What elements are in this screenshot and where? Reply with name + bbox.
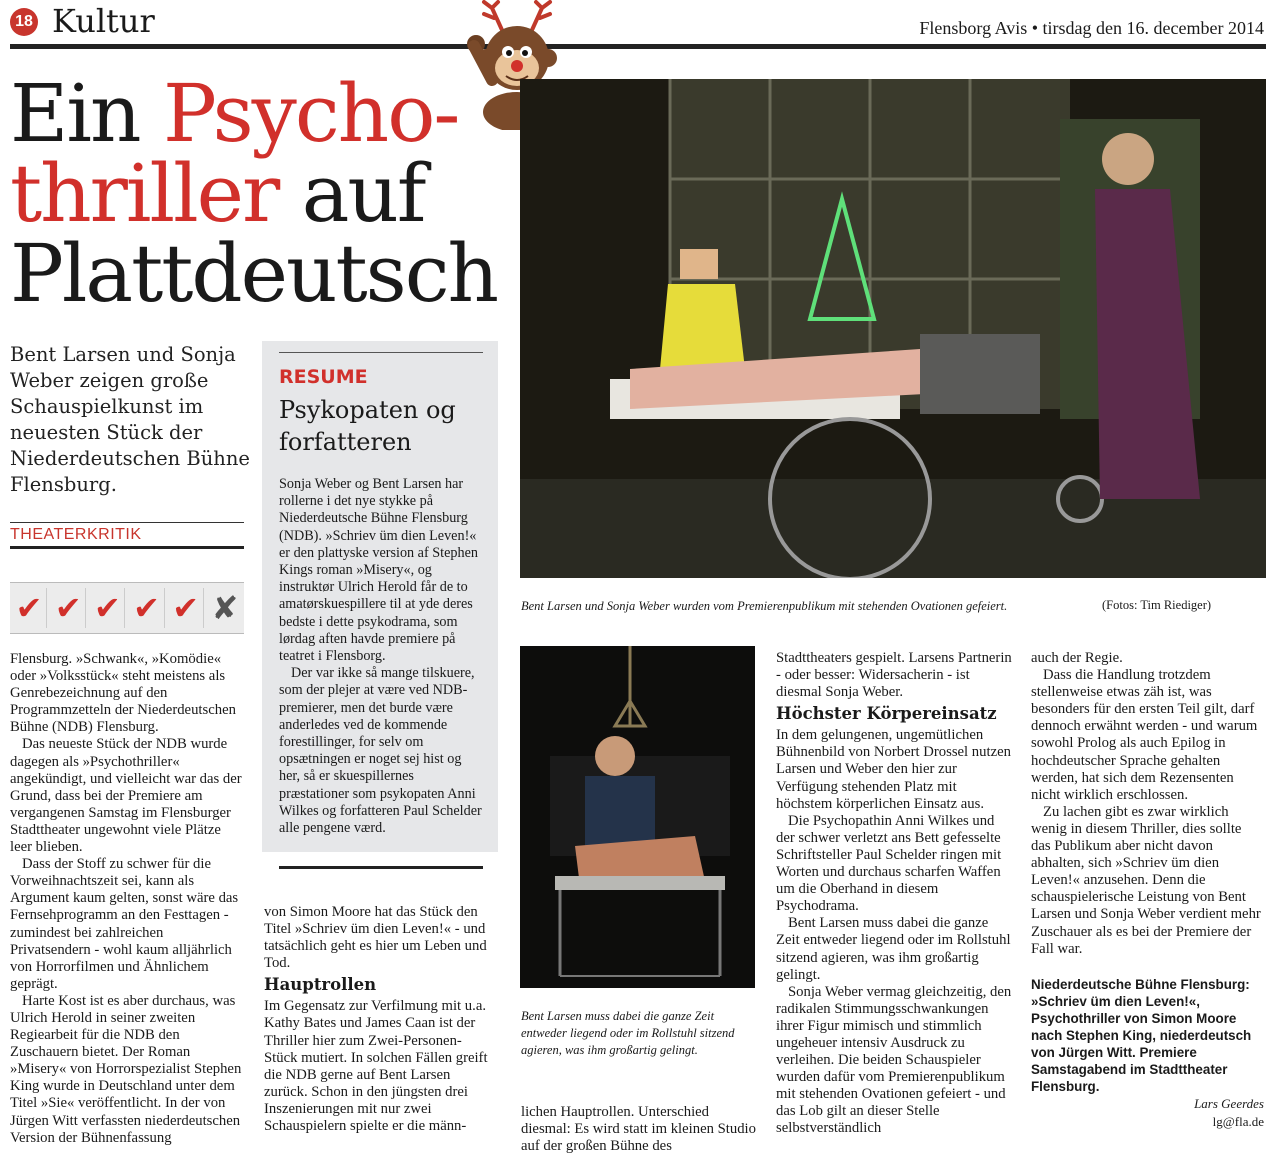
headline-line2-black: auf [278,147,425,240]
subheading-koerpereinsatz: Höchster Körpereinsatz [776,704,997,724]
cross-icon: ✘ [211,589,239,627]
paragraph: Flensburg. »Schwank«, »Komödie« oder »Volksstück« steht meistens als Genrebezeichnung auf den Programmzetteln der Niederdeutschen Bühne (NDB) Flensburg. [10,651,236,736]
resume-title: Psykopaten og forfatteren [279,396,456,456]
stage-photo-main [520,79,1266,578]
paragraph: Sonja Weber og Bent Larsen har rollerne i det nye stykke på Niederdeutsche Bühne Flensburg (NDB). »Schriev üm dien Leven!« er den plattyske version af Stephen Kings roman »Misery«, og instruktør Ulrich Herold får de to amatørskuespillere til at yde deres bedste i dette psykodrama, som lørdag aften havde premiere på teatret i Flensborg. [279,476,478,665]
kicker-rule-top [10,522,244,523]
article-column-2 [264,904,494,1135]
check-icon: ✔ [51,588,86,628]
kicker-label: THEATERKRITIK [10,526,142,543]
article-column-5 [1031,650,1263,958]
header-rule [10,44,1266,49]
headline-line1-red: Psycho- [162,67,459,160]
paragraph: lichen Hauptrollen. Unterschied diesmal: Es wird statt im kleinen Studio auf der großen Bühne des [521,1104,756,1155]
resume-text [279,476,484,837]
paragraph: Die Psychopathin Anni Wilkes und der schwer verletzt ans Bett gefesselte Schriftsteller Paul Schelder ringen mit Worten und durchaus scharfen Waffen um die Oberhand in diesem Psychodrama. [776,812,1002,915]
kicker-rule-bottom [10,546,244,549]
paragraph: auch der Regie. [1031,650,1123,666]
article-column-3 [521,1104,757,1155]
paragraph: von Simon Moore hat das Stück den Titel »Schriev üm dien Leven!« - und tatsächlich geht es hier um Leben und Tod. [264,904,487,972]
paragraph: Im Gegensatz zur Verfilmung mit u.a. Kathy Bates und James Caan ist der Thriller hier zum Zwei-Personen-Stück mutiert. In solchen Fällen greift die NDB gerne auf Bent Larsen zurück. Schon in den jüngsten drei Inszenierungen mit nur zwei Schauspielern spielte er die männ- [264,998,488,1135]
paragraph: Dass der Stoff zu schwer für die Vorweihnachtszeit sei, kann als Argument kaum gelten, sonst wäre das Fernsehprogramm an den Festtagen - zumindest bei zahlreichen Privatsendern - wohl kaum alljährlich von Horrorfilmen und Ähnlichem geprägt. [10,856,239,992]
paragraph: Dass die Handlung trotzdem stellenweise etwas zäh ist, was besonders für den ersten Teil gilt, darf dennoch erwähnt werden - und warum sowohl Prolog als auch Epilog in hochdeutscher Sprache gehalten werden, hat sich dem Rezensenten nicht wirklich erschlossen. [1031,667,1258,803]
stage-photo-small [520,646,755,988]
small-photo-caption: Bent Larsen muss dabei die ganze Zeit entweder liegend oder im Rollstuhl sitzend agieren, was ihm großartig gelingt. [521,1009,735,1057]
section-title: Kultur [52,2,155,40]
check-icon: ✔ [90,588,125,628]
headline [10,67,510,320]
check-icon: ✔ [12,588,47,628]
article-deck: Bent Larsen und Sonja Weber zeigen große Schauspielkunst im neuesten Stück der Niederdeutschen Bühne Flensburg. [10,343,250,496]
article-column-4 [776,650,1012,1138]
masthead-date: Flensborg Avis • tirsdag den 16. december 2014 [919,18,1264,38]
resume-top-rule [279,352,483,353]
paragraph: Bent Larsen muss dabei die ganze Zeit entweder liegend oder im Rollstuhl sitzend agieren, was ihm großartig gelingt. [776,915,1011,983]
headline-line3: Plattdeutsch [10,227,498,320]
paragraph: Zu lachen gibt es zwar wirklich wenig in diesem Thriller, dies sollte das Publikum aber nicht davon abhalten, sich »Schriev üm dien Leven!« anzusehen. Denn die schauspielerische Leistung von Bent Larsen und Sonja Weber verdient mehr Zuschauer als es bei der Premiere der Fall war. [1031,803,1261,957]
paragraph: Harte Kost ist es aber durchaus, was Ulrich Herold in seiner zweiten Regiearbeit für die NDB den Zuschauern bietet. Der Roman »Misery« von Horrorspezialist Stephen King wurde in Deutschland unter dem Titel »Sie« veröffentlicht. In der von Jürgen Witt verfassten niederdeutschen Version der Bühnenfassung [10,992,242,1146]
subheading-hauptrollen: Hauptrollen [264,975,377,995]
article-column-1 [10,651,244,1147]
rating-box [10,582,244,634]
author-name: Lars Geerdes [1194,1096,1264,1111]
check-icon: ✔ [130,588,165,628]
headline-line1-black: Ein [10,67,163,160]
resume-bottom-rule [279,866,483,869]
paragraph: Der var ikke så mange tilskuere, som der plejer at være ved NDB-premierer, men det burde være anderledes ved de kommende forestillinger, for selv om opsætningen er noget sej hist og her, så er skuespillernes præstationer som psykopaten Anni Wilkes og forfatteren Paul Schelder alle pengene værd. [279,665,482,837]
check-icon: ✔ [169,588,204,628]
author-email: lg@fla.de [1212,1114,1264,1129]
paragraph: In dem gelungenen, ungemütlichen Bühnenbild von Norbert Drossel nutzen Larsen und Weber den hier zur Verfügung stehenden Platz mit höchstem körperlichen Einsatz aus. [776,727,1011,812]
main-photo-caption: Bent Larsen und Sonja Weber wurden vom Premierenpublikum mit stehenden Ovationen gefeiert. [521,599,1008,613]
headline-line2-red: thriller [10,147,279,240]
paragraph: Sonja Weber vermag gleichzeitig, den radikalen Stimmungsschwankungen ihrer Figur mimisch und stimmlich ungeheuer intensiv Ausdruck zu verleihen. Die beiden Schauspieler wurden dafür vom Premierenpublikum mit stehenden Ovationen gefeiert - und das Lob gilt an dieser Stelle selbstverständlich [776,983,1012,1137]
paragraph: Das neueste Stück der NDB wurde dagegen als »Psychothriller« angekündigt, und vielleicht war das der Grund, dass bei der Premiere am vergangenen Samstag im Flensburger Stadttheater ungewohnt viele Plätze leer blieben. [10,736,242,856]
photo-credit: (Fotos: Tim Riediger) [1102,598,1212,612]
resume-label: RESUME [279,366,368,388]
production-factbox: Niederdeutsche Bühne Flensburg: »Schriev üm dien Leven!«, Psychothriller von Simon Moore nach Stephen King, niederdeutsch von Jürgen Witt. Premiere Samstagabend im Stadttheater Flensburg. [1031,977,1252,1094]
page-number-badge: 18 [10,8,38,36]
paragraph: Stadttheaters gespielt. Larsens Partnerin - oder besser: Widersacherin - ist diesmal Sonja Weber. [776,650,1012,701]
